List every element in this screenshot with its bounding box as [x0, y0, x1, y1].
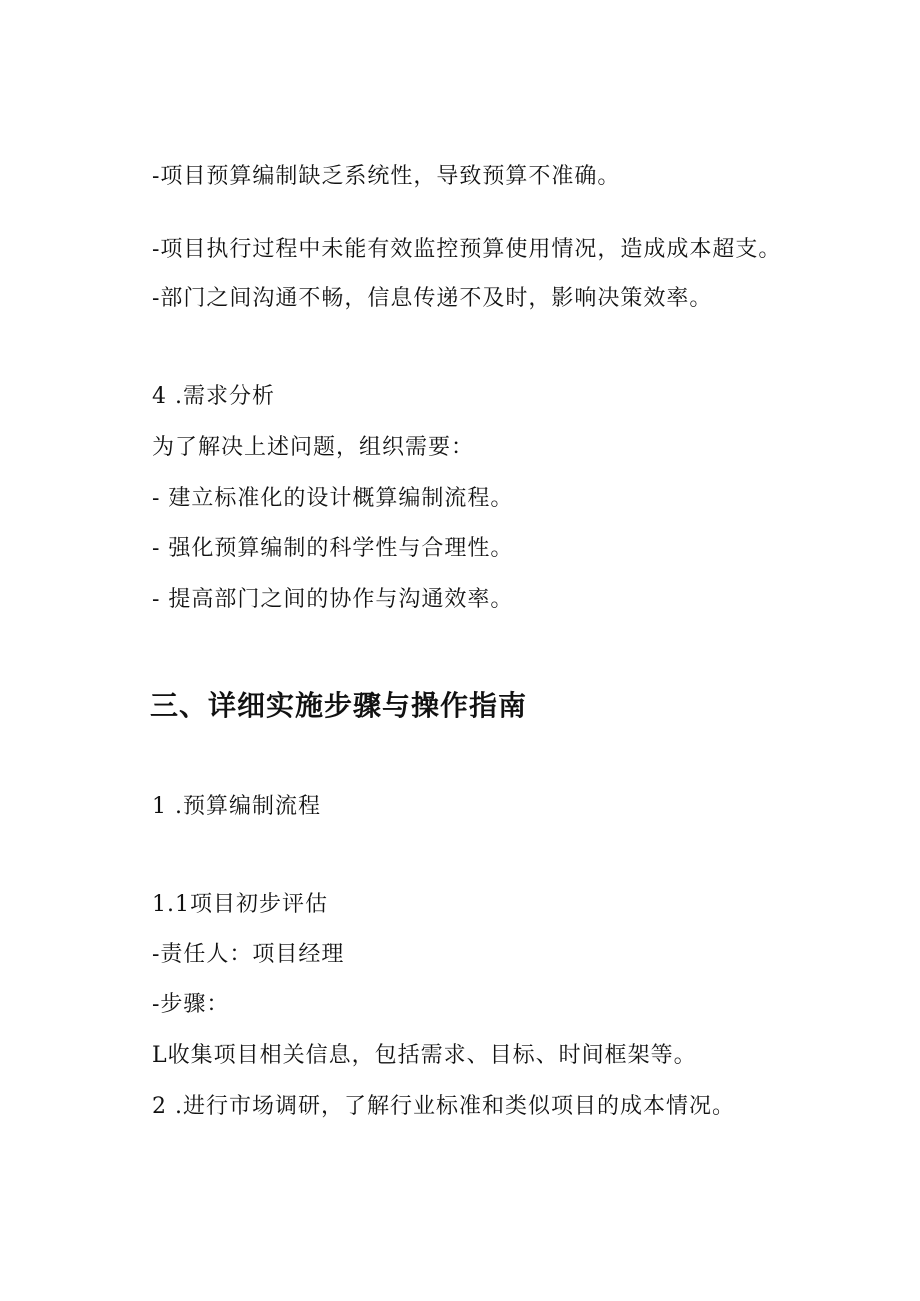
- needs-item-1: - 建立标准化的设计概算编制流程。: [152, 486, 514, 511]
- chapter-heading: 三、详细实施步骤与操作指南: [150, 689, 528, 722]
- needs-intro: 为了解决上述问题，组织需要：: [152, 435, 475, 460]
- needs-item-2: - 强化预算编制的科学性与合理性。: [152, 536, 514, 561]
- needs-item-3: - 提高部门之间的协作与沟通效率。: [152, 587, 514, 612]
- issue-item-2: -项目执行过程中未能有效监控预算使用情况，造成成本超支。: [152, 237, 782, 262]
- issue-item-3: -部门之间沟通不畅，信息传递不及时，影响决策效率。: [152, 286, 713, 311]
- steps-label: -步骤：: [152, 992, 230, 1017]
- needs-section-title: 4 .需求分析: [152, 384, 275, 409]
- issue-item-1: -项目预算编制缺乏系统性，导致预算不准确。: [152, 164, 621, 189]
- step-1-1-title: 1.1项目初步评估: [152, 892, 328, 917]
- subsection-title: 1 .预算编制流程: [152, 794, 321, 819]
- step-item-1: L收集项目相关信息，包括需求、目标、时间框架等。: [152, 1043, 697, 1068]
- step-item-2: 2 .进行市场调研，了解行业标准和类似项目的成本情况。: [152, 1094, 735, 1119]
- step-responsible: -责任人：项目经理: [152, 942, 345, 967]
